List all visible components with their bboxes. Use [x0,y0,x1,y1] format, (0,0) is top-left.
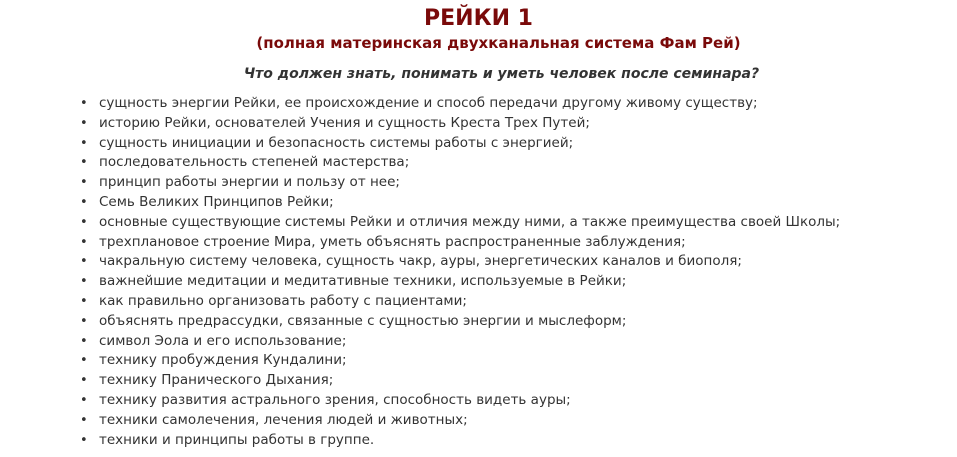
page-subtitle: (полная материнская двухканальная система Фам Рей) [256,34,741,52]
list-item [80,351,840,371]
bullet-icon: • [80,313,88,329]
list-item [80,391,840,411]
list-item [80,213,840,233]
list-item-text: последовательность степеней мастерства; [99,154,410,171]
bullet-icon: • [80,373,88,389]
list-item [80,431,840,451]
list-item-text: объяснять предрассудки, связанные с сущностью энергии и мыслеформ; [99,312,627,329]
page-title: РЕЙКИ 1 [424,6,533,31]
list-item-text: историю Рейки, основателей Учения и сущность Креста Трех Путей; [99,114,590,131]
list-item [80,233,840,253]
list-item-text: символ Эола и его использование; [99,332,347,349]
section-question: Что должен знать, понимать и уметь человек после семинара? [243,66,760,82]
bullet-icon: • [80,293,88,309]
list-item [80,252,840,272]
bullet-icon: • [80,254,88,270]
list-item-text: техники самолечения, лечения людей и животных; [99,411,468,428]
list-item-text: принцип работы энергии и пользу от нее; [99,174,400,191]
bullet-icon: • [80,392,88,408]
bullet-icon: • [80,412,88,428]
bullet-icon: • [80,353,88,369]
list-item-text: Семь Великих Принципов Рейки; [99,193,334,210]
list-item-text: технику пробуждения Кундалини; [99,352,347,369]
list-item-text: трехплановое строение Мира, уметь объяснять распространенные заблуждения; [99,233,686,250]
list-item-text: сущность инициации и безопасность системы работы с энергией; [99,134,574,151]
bullet-icon: • [80,274,88,290]
list-item [80,312,840,332]
list-item [80,153,840,173]
list-item [80,134,840,154]
list-item [80,292,840,312]
bullet-icon: • [80,333,88,349]
list-item-text: как правильно организовать работу с пациентами; [99,292,467,309]
bullet-icon: • [80,115,88,131]
list-item [80,411,840,431]
list-item [80,371,840,391]
bullet-icon: • [80,432,88,448]
list-item-text: чакральную систему человека, сущность чакр, ауры, энергетических каналов и биополя; [99,253,742,270]
bullet-icon: • [80,194,88,210]
skills-list [80,94,840,450]
list-item [80,114,840,134]
bullet-icon: • [80,96,88,111]
list-item [80,193,840,213]
list-item-text: сущность энергии Рейки, ее происхождение и способ передачи другому живому существу; [99,95,758,111]
list-item [80,94,840,114]
bullet-icon: • [80,234,88,250]
bullet-icon: • [80,175,88,191]
bullet-icon: • [80,214,88,230]
list-item-text: технику развития астрального зрения, способность видеть ауры; [99,391,571,408]
bullet-icon: • [80,155,88,171]
list-item-text: техники и принципы работы в группе. [99,431,375,448]
bullet-icon: • [80,135,88,151]
list-item-text: основные существующие системы Рейки и отличия между ними, а также преимущества своей Школы; [99,213,841,230]
list-item-text: технику Пранического Дыхания; [99,372,334,389]
list-item [80,272,840,292]
list-item [80,173,840,193]
list-item [80,332,840,352]
list-item-text: важнейшие медитации и медитативные техники, используемые в Рейки; [99,273,627,290]
